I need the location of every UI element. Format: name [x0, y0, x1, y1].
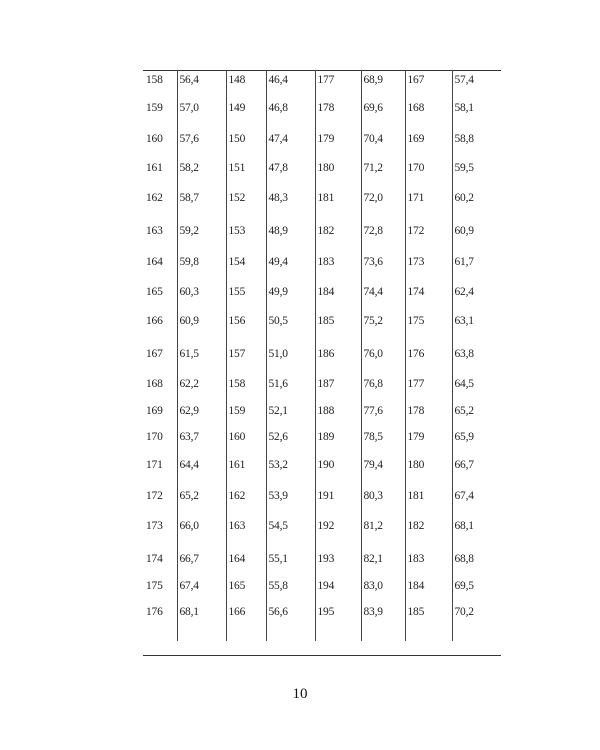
table-cell: 148: [226, 70, 266, 102]
table-row: [143, 431, 501, 459]
table-cell: 164: [146, 256, 163, 268]
table-row: [143, 256, 501, 286]
table-row: [143, 225, 501, 256]
table-cell: 179: [315, 133, 361, 162]
table-cell: 51,6: [266, 378, 315, 405]
table-cell: 54,5: [266, 520, 315, 553]
table-cell: 50,5: [266, 315, 315, 348]
table-cell: 62,2: [177, 378, 226, 405]
table-cell: 57,0: [177, 102, 226, 133]
table-cell: 159: [146, 102, 163, 114]
table-cell: 177: [315, 70, 361, 102]
table-cell: 172: [405, 225, 452, 256]
table-cell: 66,0: [177, 520, 226, 553]
table-cell: 83,0: [361, 580, 405, 606]
table-cell: 53,9: [266, 490, 315, 520]
table-cell: 194: [315, 580, 361, 606]
table-cell: 63,7: [177, 431, 226, 459]
table-cell: 183: [315, 256, 361, 286]
table-cell: 170: [146, 431, 163, 443]
table-cell: 187: [315, 378, 361, 405]
table-cell: 59,8: [177, 256, 226, 286]
table-cell: 71,2: [361, 162, 405, 192]
table-cell: 157: [226, 348, 266, 378]
table-cell: 155: [226, 286, 266, 315]
table-cell: 68,9: [361, 70, 405, 102]
table-cell: 55,8: [266, 580, 315, 606]
table-cell: 153: [226, 225, 266, 256]
table-cell: 171: [146, 459, 163, 471]
table-cell: 78,5: [361, 431, 405, 459]
table-cell: 189: [315, 431, 361, 459]
table-cell: 162: [226, 490, 266, 520]
table-cell: 68,1: [452, 520, 501, 553]
table-cell: 179: [405, 431, 452, 459]
table-cell: 60,9: [452, 225, 501, 256]
table-cell: 65,9: [452, 431, 501, 459]
table-row: [143, 286, 501, 315]
table-cell: 191: [315, 490, 361, 520]
table-cell: 74,4: [361, 286, 405, 315]
table-cell: 185: [315, 315, 361, 348]
table-cell: 49,4: [266, 256, 315, 286]
table-cell: 183: [405, 553, 452, 580]
table-cell: 184: [405, 580, 452, 606]
table-cell: 67,4: [177, 580, 226, 606]
table-cell: 72,8: [361, 225, 405, 256]
table-cell: 58,8: [452, 133, 501, 162]
table-cell: 159: [226, 405, 266, 431]
table-cell: 83,9: [361, 606, 405, 641]
table-cell: 172: [146, 490, 163, 502]
table-cell: 173: [405, 256, 452, 286]
table-cell: 81,2: [361, 520, 405, 553]
table-cell: 186: [315, 348, 361, 378]
table-cell: 58,1: [452, 102, 501, 133]
table-cell: 195: [315, 606, 361, 641]
table-cell: 190: [315, 459, 361, 490]
table-cell: 75,2: [361, 315, 405, 348]
table-cell: 175: [405, 315, 452, 348]
table-cell: 58,2: [177, 162, 226, 192]
table-cell: 48,9: [266, 225, 315, 256]
table-cell: 47,8: [266, 162, 315, 192]
table-row: [143, 520, 501, 553]
table-row: [143, 490, 501, 520]
table-cell: 149: [226, 102, 266, 133]
table-cell: 66,7: [177, 553, 226, 580]
table-cell: 52,6: [266, 431, 315, 459]
table-cell: 180: [315, 162, 361, 192]
table-cell: 160: [146, 133, 163, 145]
table-cell: 48,3: [266, 192, 315, 225]
table-cell: 63,8: [452, 348, 501, 378]
table-cell: 79,4: [361, 459, 405, 490]
table-cell: 154: [226, 256, 266, 286]
table-cell: 176: [146, 606, 163, 618]
table-row: [143, 192, 501, 225]
table-cell: 168: [405, 102, 452, 133]
table-cell: 49,9: [266, 286, 315, 315]
table-cell: 68,8: [452, 553, 501, 580]
table-cell: 150: [226, 133, 266, 162]
table-cell: 173: [146, 520, 163, 532]
table-cell: 162: [146, 192, 163, 204]
table-cell: 184: [315, 286, 361, 315]
table-cell: 177: [405, 378, 452, 405]
table-cell: 167: [405, 70, 452, 102]
table-cell: 46,4: [266, 70, 315, 102]
table-row: [143, 378, 501, 405]
table-cell: 182: [405, 520, 452, 553]
table-cell: 181: [405, 490, 452, 520]
table-row: [143, 606, 501, 641]
table-cell: 174: [405, 286, 452, 315]
table-cell: 181: [315, 192, 361, 225]
table-cell: 178: [315, 102, 361, 133]
table-cell: 169: [146, 405, 163, 417]
table-cell: 72,0: [361, 192, 405, 225]
table-cell: 70,2: [452, 606, 501, 641]
table-cell: 66,7: [452, 459, 501, 490]
table-cell: 69,5: [452, 580, 501, 606]
table-cell: 64,4: [177, 459, 226, 490]
table-row: [143, 348, 501, 378]
table-cell: 163: [146, 225, 163, 237]
table-cell: 56,6: [266, 606, 315, 641]
table-cell: 62,9: [177, 405, 226, 431]
table-cell: 60,2: [452, 192, 501, 225]
table-cell: 61,5: [177, 348, 226, 378]
table-cell: 182: [315, 225, 361, 256]
table-cell: 165: [226, 580, 266, 606]
table-cell: 82,1: [361, 553, 405, 580]
table-cell: 68,1: [177, 606, 226, 641]
page-number: 10: [292, 686, 308, 702]
table-cell: 165: [146, 286, 163, 298]
table-row: [143, 580, 501, 606]
table-cell: 156: [226, 315, 266, 348]
table-cell: 53,2: [266, 459, 315, 490]
table-cell: 57,4: [452, 70, 501, 102]
table-cell: 151: [226, 162, 266, 192]
table-cell: 60,9: [177, 315, 226, 348]
table-cell: 57,6: [177, 133, 226, 162]
table-cell: 63,1: [452, 315, 501, 348]
table-cell: 64,5: [452, 378, 501, 405]
table-cell: 65,2: [177, 490, 226, 520]
table-row: [143, 133, 501, 162]
table-cell: 175: [146, 580, 163, 592]
table-cell: 169: [405, 133, 452, 162]
table-row: [143, 459, 501, 490]
table-cell: 55,1: [266, 553, 315, 580]
table-cell: 59,5: [452, 162, 501, 192]
table-cell: 178: [405, 405, 452, 431]
table-cell: 51,0: [266, 348, 315, 378]
table-cell: 67,4: [452, 490, 501, 520]
table-cell: 80,3: [361, 490, 405, 520]
table-cell: 77,6: [361, 405, 405, 431]
table-cell: 167: [146, 348, 163, 360]
data-table: [143, 70, 501, 641]
table-cell: 180: [405, 459, 452, 490]
table-row: [143, 102, 501, 133]
table-row: [143, 70, 501, 102]
table-cell: 174: [146, 553, 163, 565]
table-row: [143, 553, 501, 580]
table-cell: 65,2: [452, 405, 501, 431]
table-cell: 176: [405, 348, 452, 378]
table-cell: 192: [315, 520, 361, 553]
table-cell: 70,4: [361, 133, 405, 162]
table-body: [143, 70, 501, 641]
table-cell: 76,8: [361, 378, 405, 405]
table-cell: 185: [405, 606, 452, 641]
table-cell: 46,8: [266, 102, 315, 133]
table-cell: 59,2: [177, 225, 226, 256]
table-cell: 73,6: [361, 256, 405, 286]
table-bottom-rule: [143, 655, 501, 656]
table-cell: 69,6: [361, 102, 405, 133]
table-cell: 171: [405, 192, 452, 225]
table-cell: 160: [226, 431, 266, 459]
table-row: [143, 162, 501, 192]
table-row: [143, 405, 501, 431]
table-cell: 61,7: [452, 256, 501, 286]
table-cell: 52,1: [266, 405, 315, 431]
table-cell: 158: [226, 378, 266, 405]
table-cell: 166: [226, 606, 266, 641]
table-cell: 76,0: [361, 348, 405, 378]
table-cell: 56,4: [177, 70, 226, 102]
table-cell: 58,7: [177, 192, 226, 225]
table-cell: 60,3: [177, 286, 226, 315]
table-cell: 62,4: [452, 286, 501, 315]
table-row: [143, 315, 501, 348]
table-cell: 163: [226, 520, 266, 553]
table-cell: 164: [226, 553, 266, 580]
table-cell: 158: [146, 74, 163, 86]
table-cell: 47,4: [266, 133, 315, 162]
table-cell: 152: [226, 192, 266, 225]
table-cell: 170: [405, 162, 452, 192]
table-cell: 168: [146, 378, 163, 390]
table-cell: 161: [226, 459, 266, 490]
table-cell: 188: [315, 405, 361, 431]
table-cell: 193: [315, 553, 361, 580]
table-cell: 166: [146, 315, 163, 327]
table-cell: 161: [146, 162, 163, 174]
